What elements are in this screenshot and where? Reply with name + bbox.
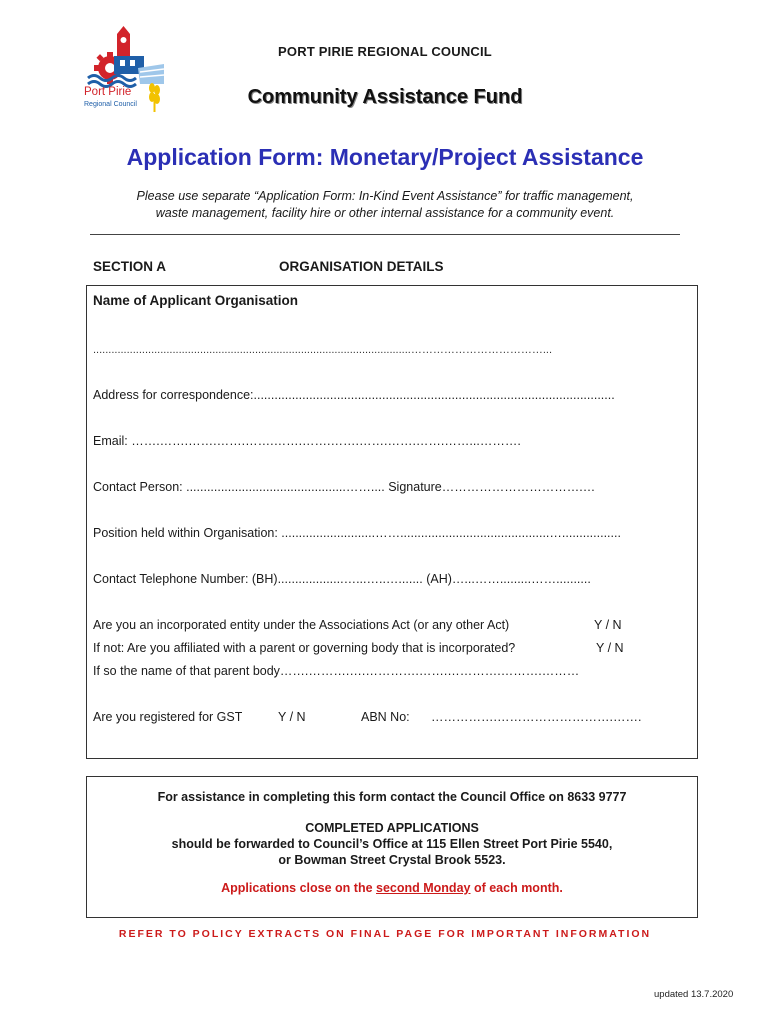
parent-body-field[interactable]: If so the name of that parent body…….……….….………….…….………….……….……… bbox=[93, 664, 580, 678]
fund-title: Community Assistance Fund bbox=[247, 86, 523, 108]
closing-note bbox=[86, 881, 698, 895]
header-divider bbox=[90, 234, 680, 235]
gst-yn[interactable]: Y / N bbox=[278, 710, 306, 724]
organisation-details-box bbox=[86, 285, 698, 759]
email-field[interactable]: Email: …….…….…….…….…….…….…….…….…….…….…….……...………. bbox=[93, 434, 521, 448]
section-label: SECTION A bbox=[93, 259, 167, 274]
intro-note bbox=[90, 188, 680, 222]
affiliated-question: If not: Are you affiliated with a parent or governing body that is incorporated? bbox=[93, 641, 516, 655]
forward-line-2: or Bowman Street Crystal Brook 5523. bbox=[278, 853, 506, 867]
logo-text-bottom: Regional Council bbox=[84, 101, 137, 108]
contact-person-signature-field[interactable]: Contact Person: ..............................................…….... Signature…………………………….… bbox=[93, 480, 596, 494]
updated-date: updated 13.7.2020 bbox=[654, 989, 734, 1000]
close-pre: Applications close on the bbox=[221, 881, 377, 895]
assistance-note: For assistance in completing this form contact the Council Office on 8633 9777 bbox=[157, 790, 627, 804]
council-name: PORT PIRIE REGIONAL COUNCIL bbox=[278, 44, 492, 59]
policy-refer-note: REFER TO POLICY EXTRACTS ON FINAL PAGE FOR IMPORTANT INFORMATION bbox=[118, 928, 652, 940]
close-emphasis: second Monday bbox=[376, 881, 471, 895]
applicant-name-label: Name of Applicant Organisation bbox=[93, 293, 299, 308]
close-post: of each month. bbox=[470, 881, 563, 895]
intro-line-1: Please use separate “Application Form: In-Kind Event Assistance” for traffic management, bbox=[136, 189, 634, 203]
gst-question: Are you registered for GST bbox=[93, 710, 243, 724]
logo-text-top: Port Pirie bbox=[84, 86, 132, 98]
submission-info bbox=[86, 820, 698, 868]
telephone-field[interactable]: Contact Telephone Number: (BH)...................…...…..…....... (AH)…...…….........…….......... bbox=[93, 572, 591, 586]
form-title: Application Form: Monetary/Project Assistance bbox=[126, 144, 644, 170]
abn-field[interactable]: …………….……………………….……. bbox=[431, 710, 642, 724]
completed-heading: COMPLETED APPLICATIONS bbox=[305, 821, 479, 835]
position-field[interactable]: Position held within Organisation: ...........................……...........................................…................. bbox=[93, 526, 621, 540]
incorporated-question: Are you an incorporated entity under the Associations Act (or any other Act) bbox=[93, 618, 510, 632]
intro-line-2: waste management, facility hire or other internal assistance for a community event. bbox=[155, 206, 615, 220]
section-title: ORGANISATION DETAILS bbox=[279, 259, 444, 274]
affiliated-yn[interactable]: Y / N bbox=[596, 641, 624, 655]
applicant-name-field[interactable]: ........................................................................................................………………………………... bbox=[93, 344, 553, 356]
incorporated-yn[interactable]: Y / N bbox=[594, 618, 622, 632]
forward-line-1: should be forwarded to Council’s Office at 115 Ellen Street Port Pirie 5540, bbox=[171, 837, 613, 851]
abn-label: ABN No: bbox=[361, 710, 410, 724]
address-field[interactable]: Address for correspondence:........................................................................................................ bbox=[93, 388, 615, 402]
